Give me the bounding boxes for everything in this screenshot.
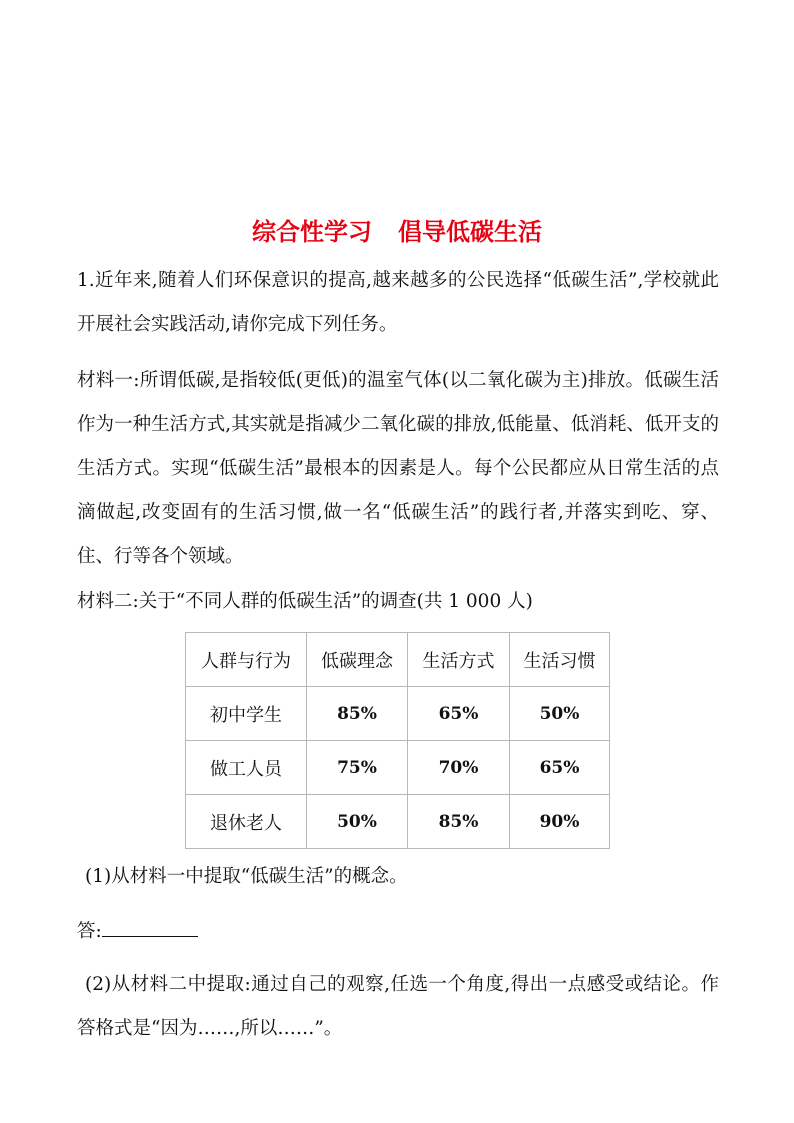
page-title	[0, 212, 794, 247]
sub-question-1: (1)从材料一中提取“低碳生活”的概念。	[85, 866, 408, 887]
table-header-cell: 低碳理念	[307, 633, 408, 687]
material2-caption: 材料二:关于“不同人群的低碳生活”的调查(共 1 000 人)	[77, 591, 533, 612]
answer-line	[77, 910, 198, 954]
row-label: 退休老人	[186, 795, 307, 849]
table-cell: 65%	[408, 687, 510, 741]
table-header-cell: 人群与行为	[186, 633, 307, 687]
table-header-row	[186, 633, 610, 687]
material1-text: 材料一:所谓低碳,是指较低(更低)的温室气体(以二氧化碳为主)排放。低碳生活作为一种生活方式,其实就是指减少二氧化碳的排放,低能量、低消耗、低开支的生活方式。实现“低碳生活”最根本的因素是人。每个公民都应从日常生活的点滴做起,改变固有的生活习惯,做一名“低碳生活”的践行者,并落实到吃、穿、住、行等各个领域。	[77, 370, 719, 567]
table-cell: 50%	[307, 795, 408, 849]
table-row	[186, 741, 610, 795]
table-row	[186, 795, 610, 849]
table-cell: 85%	[307, 687, 408, 741]
row-label: 做工人员	[186, 741, 307, 795]
title-part1: 综合性学习	[252, 218, 372, 246]
table-cell: 75%	[307, 741, 408, 795]
table-cell: 85%	[408, 795, 510, 849]
table-header-cell: 生活习惯	[510, 633, 610, 687]
question1-intro: 1.近年来,随着人们环保意识的提高,越来越多的公民选择“低碳生活”,学校就此开展社会实践活动,请你完成下列任务。	[77, 270, 719, 335]
table-row	[186, 687, 610, 741]
row-label: 初中学生	[186, 687, 307, 741]
sub-question-2: (2)从材料二中提取:通过自己的观察,任选一个角度,得出一点感受或结论。作答格式是“因为……,所以……”。	[77, 974, 719, 1039]
survey-table	[185, 632, 610, 849]
table-cell: 65%	[510, 741, 610, 795]
table-cell: 70%	[408, 741, 510, 795]
title-part2: 倡导低碳生活	[398, 218, 542, 246]
table-cell: 90%	[510, 795, 610, 849]
table-cell: 50%	[510, 687, 610, 741]
answer-label: 答:	[77, 921, 102, 942]
table-header-cell: 生活方式	[408, 633, 510, 687]
answer-blank[interactable]	[102, 916, 198, 937]
